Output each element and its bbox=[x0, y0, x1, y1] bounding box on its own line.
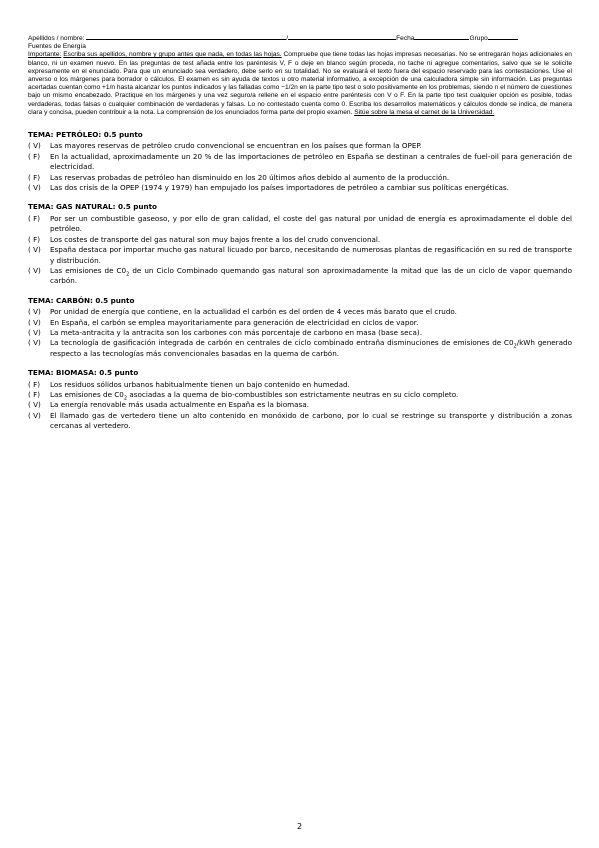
answer-mark[interactable]: ( V) bbox=[28, 307, 41, 317]
question-item bbox=[28, 152, 572, 173]
answer-mark[interactable]: ( V) bbox=[28, 183, 41, 193]
answer-mark[interactable]: ( V) bbox=[28, 317, 41, 327]
question-item bbox=[28, 235, 572, 245]
text-part: asociadas a la quema de bio-combustibles son estrictamente neutras en su ciclo completo. bbox=[127, 389, 459, 399]
question-item bbox=[28, 411, 572, 432]
answer-mark[interactable]: ( F) bbox=[28, 389, 41, 399]
question-item bbox=[28, 338, 572, 359]
question-item bbox=[28, 400, 572, 410]
answer-mark[interactable]: ( V) bbox=[28, 265, 41, 275]
question-text: España destaca por importar mucho gas natural licuado por barco, necesitando de numerosas plantas de regasificación en su red de transporte y distribución. bbox=[50, 245, 572, 265]
question-item bbox=[28, 141, 572, 151]
question-text bbox=[50, 338, 572, 357]
text-part: Las emisiones de C0 bbox=[50, 265, 127, 275]
answer-mark[interactable]: ( F) bbox=[28, 234, 41, 244]
answer-mark[interactable]: ( F) bbox=[28, 213, 41, 223]
name-separator: / bbox=[286, 35, 289, 42]
carnet-instruction: Sitúe sobre la mesa el carnet de la Universidad. bbox=[354, 108, 495, 116]
question-text: La energía renovable más usada actualmente en España es la biomasa. bbox=[50, 400, 309, 410]
student-info-line bbox=[28, 33, 572, 43]
grupo-field[interactable] bbox=[488, 33, 518, 40]
question-item bbox=[28, 266, 572, 287]
name-instruction: Escriba sus apellidos, nombre y grupo antes que nada, en todas las hojas. bbox=[63, 51, 282, 59]
instructions bbox=[28, 51, 572, 117]
question-item bbox=[28, 214, 572, 235]
question-text: La meta-antracita y la antracita son los carbones con más porcentaje de carbono en masa (base seca). bbox=[50, 327, 422, 337]
grupo-label: Grupo bbox=[469, 35, 488, 42]
question-text: Los residuos sólidos urbanos habitualmente tienen un bajo contenido en humedad. bbox=[50, 379, 350, 389]
importante-label: Importante: bbox=[28, 51, 62, 59]
section-biomasa bbox=[28, 368, 572, 431]
question-text bbox=[50, 389, 459, 402]
subscript: 2 bbox=[513, 343, 517, 350]
subscript: 2 bbox=[126, 271, 130, 278]
apellidos-field[interactable] bbox=[86, 33, 289, 42]
question-text: En la actualidad, aproximadamente un 20 % de las importaciones de petróleo en España se destinan a centrales de fuel-oil para generación de electricidad. bbox=[50, 151, 572, 172]
answer-mark[interactable]: ( F) bbox=[28, 172, 41, 182]
section-carbon bbox=[28, 296, 572, 359]
text-part: Las emisiones de C0 bbox=[50, 389, 124, 399]
question-item bbox=[28, 380, 572, 390]
nombre-field[interactable] bbox=[288, 33, 396, 40]
section-title: TEMA: CARBÓN: 0.5 punto bbox=[28, 295, 135, 305]
answer-mark[interactable]: ( F) bbox=[28, 379, 41, 389]
instructions-body: Compruebe que tiene todas las hojas impresas necesarias. No se entregarán hojas adicionales en blanco, ni un examen nuevo. En las preguntas de test añada entre los paréntesis V, F o deje en blanco según proceda, no tache ni agregue comentarios, salvo que se le solicite expresamente en el enunciado. Para que un enunciado sea verdadero, debe serlo en su totalidad. No se evaluará el texto fuera del espacio reservado para las contestaciones. Use el anverso o los márgenes para borrador o cálculos. El examen es sin ayuda de textos u otro material informativo, a excepción de una calculadora simple sin información. Las preguntas acertadas cuentan como +1/n hasta alcanzar los puntos indicados y las falladas como −1/2n en la parte tipo test o solo positivamente en los problemas, siendo n el número de cuestiones bajo un mismo encabezado. Practique en los márgenes y una vez seguro/a rellene en el espacio entre paréntesis con V o F. En la parte tipo test cualquier opción es posible, todas verdaderas, todas falsas o cualquier combinación de verdaderas y falsas. Lo no contestado cuenta como 0. Escriba los desarrollos matemáticos y cálculos donde se indica, de manera clara y concisa, pueden contribuir a la nota. La comprensión de los enunciados forma parte del propio examen. bbox=[28, 51, 572, 116]
question-text: Las reservas probadas de petróleo han disminuido en los 20 últimos años debido al aumento de la producción. bbox=[50, 172, 450, 182]
exam-page bbox=[28, 33, 572, 441]
answer-mark[interactable]: ( V) bbox=[28, 141, 41, 151]
question-text: Por unidad de energía que contiene, en la actualidad el carbón es del orden de 4 veces más barato que el crudo. bbox=[50, 307, 457, 317]
question-text: Las mayores reservas de petróleo crudo convencional se encuentran en los países que forman la OPEP. bbox=[50, 141, 422, 151]
question-text: Por ser un combustible gaseoso, y por ello de gran calidad, el coste del gas natural por unidad de energía es aproximadamente el doble del petróleo. bbox=[50, 213, 572, 234]
text-part: La tecnología de gasificación integrada de carbón en centrales de ciclo combinado entraña disminuciones de emisiones de C0 bbox=[50, 338, 514, 348]
section-title: TEMA: PETRÓLEO: 0.5 punto bbox=[28, 130, 143, 140]
question-text bbox=[50, 266, 572, 285]
question-text: Los costes de transporte del gas natural son muy bajos frente a los del crudo convencional. bbox=[50, 234, 381, 244]
answer-mark[interactable]: ( V) bbox=[28, 327, 41, 337]
answer-mark[interactable]: ( V) bbox=[28, 245, 41, 255]
page-number: 2 bbox=[296, 822, 303, 831]
question-item bbox=[28, 183, 572, 193]
fecha-field[interactable] bbox=[414, 33, 469, 40]
question-item bbox=[28, 318, 572, 328]
subject-title: Fuentes de Energía bbox=[28, 43, 86, 51]
fecha-label: Fecha bbox=[396, 35, 415, 42]
text-part: de un Ciclo Combinado quemando gas natural son aproximadamente la mitad que las de un ciclo de vapor quemando carbón. bbox=[50, 265, 572, 286]
answer-mark[interactable]: ( V) bbox=[28, 400, 41, 410]
question-item bbox=[28, 173, 572, 183]
question-item bbox=[28, 390, 572, 400]
answer-mark[interactable]: ( V) bbox=[28, 338, 41, 348]
exam-header bbox=[28, 33, 572, 117]
answer-mark[interactable]: ( F) bbox=[28, 151, 41, 161]
question-text: Las dos crisis de la OPEP (1974 y 1979) han empujado los países importadores de petróleo a cambiar sus políticas energéticas. bbox=[50, 183, 509, 193]
question-text: El llamado gas de vertedero tiene un alto contenido en monóxido de carbono, por lo cual se restringe su transporte y distribución a zonas cercanas al vertedero. bbox=[50, 410, 572, 431]
question-item bbox=[28, 307, 572, 317]
section-petroleo bbox=[28, 130, 572, 193]
section-title: TEMA: BIOMASA: 0.5 punto bbox=[28, 368, 139, 378]
exam-questions bbox=[28, 130, 572, 432]
question-item bbox=[28, 245, 572, 266]
subscript: 2 bbox=[123, 395, 128, 402]
text-part: /kWh generado respecto a las tecnologías más convencionales basadas en la quema de carbón. bbox=[50, 338, 573, 358]
section-title: TEMA: GAS NATURAL: 0.5 punto bbox=[28, 202, 157, 212]
apellidos-label: Apellidos / nombre: bbox=[28, 35, 85, 42]
question-item bbox=[28, 328, 572, 338]
section-gas-natural bbox=[28, 202, 572, 286]
answer-mark[interactable]: ( V) bbox=[28, 410, 41, 420]
question-text: En España, el carbón se emplea mayoritariamente para generación de electricidad en ciclos de vapor. bbox=[50, 317, 419, 327]
